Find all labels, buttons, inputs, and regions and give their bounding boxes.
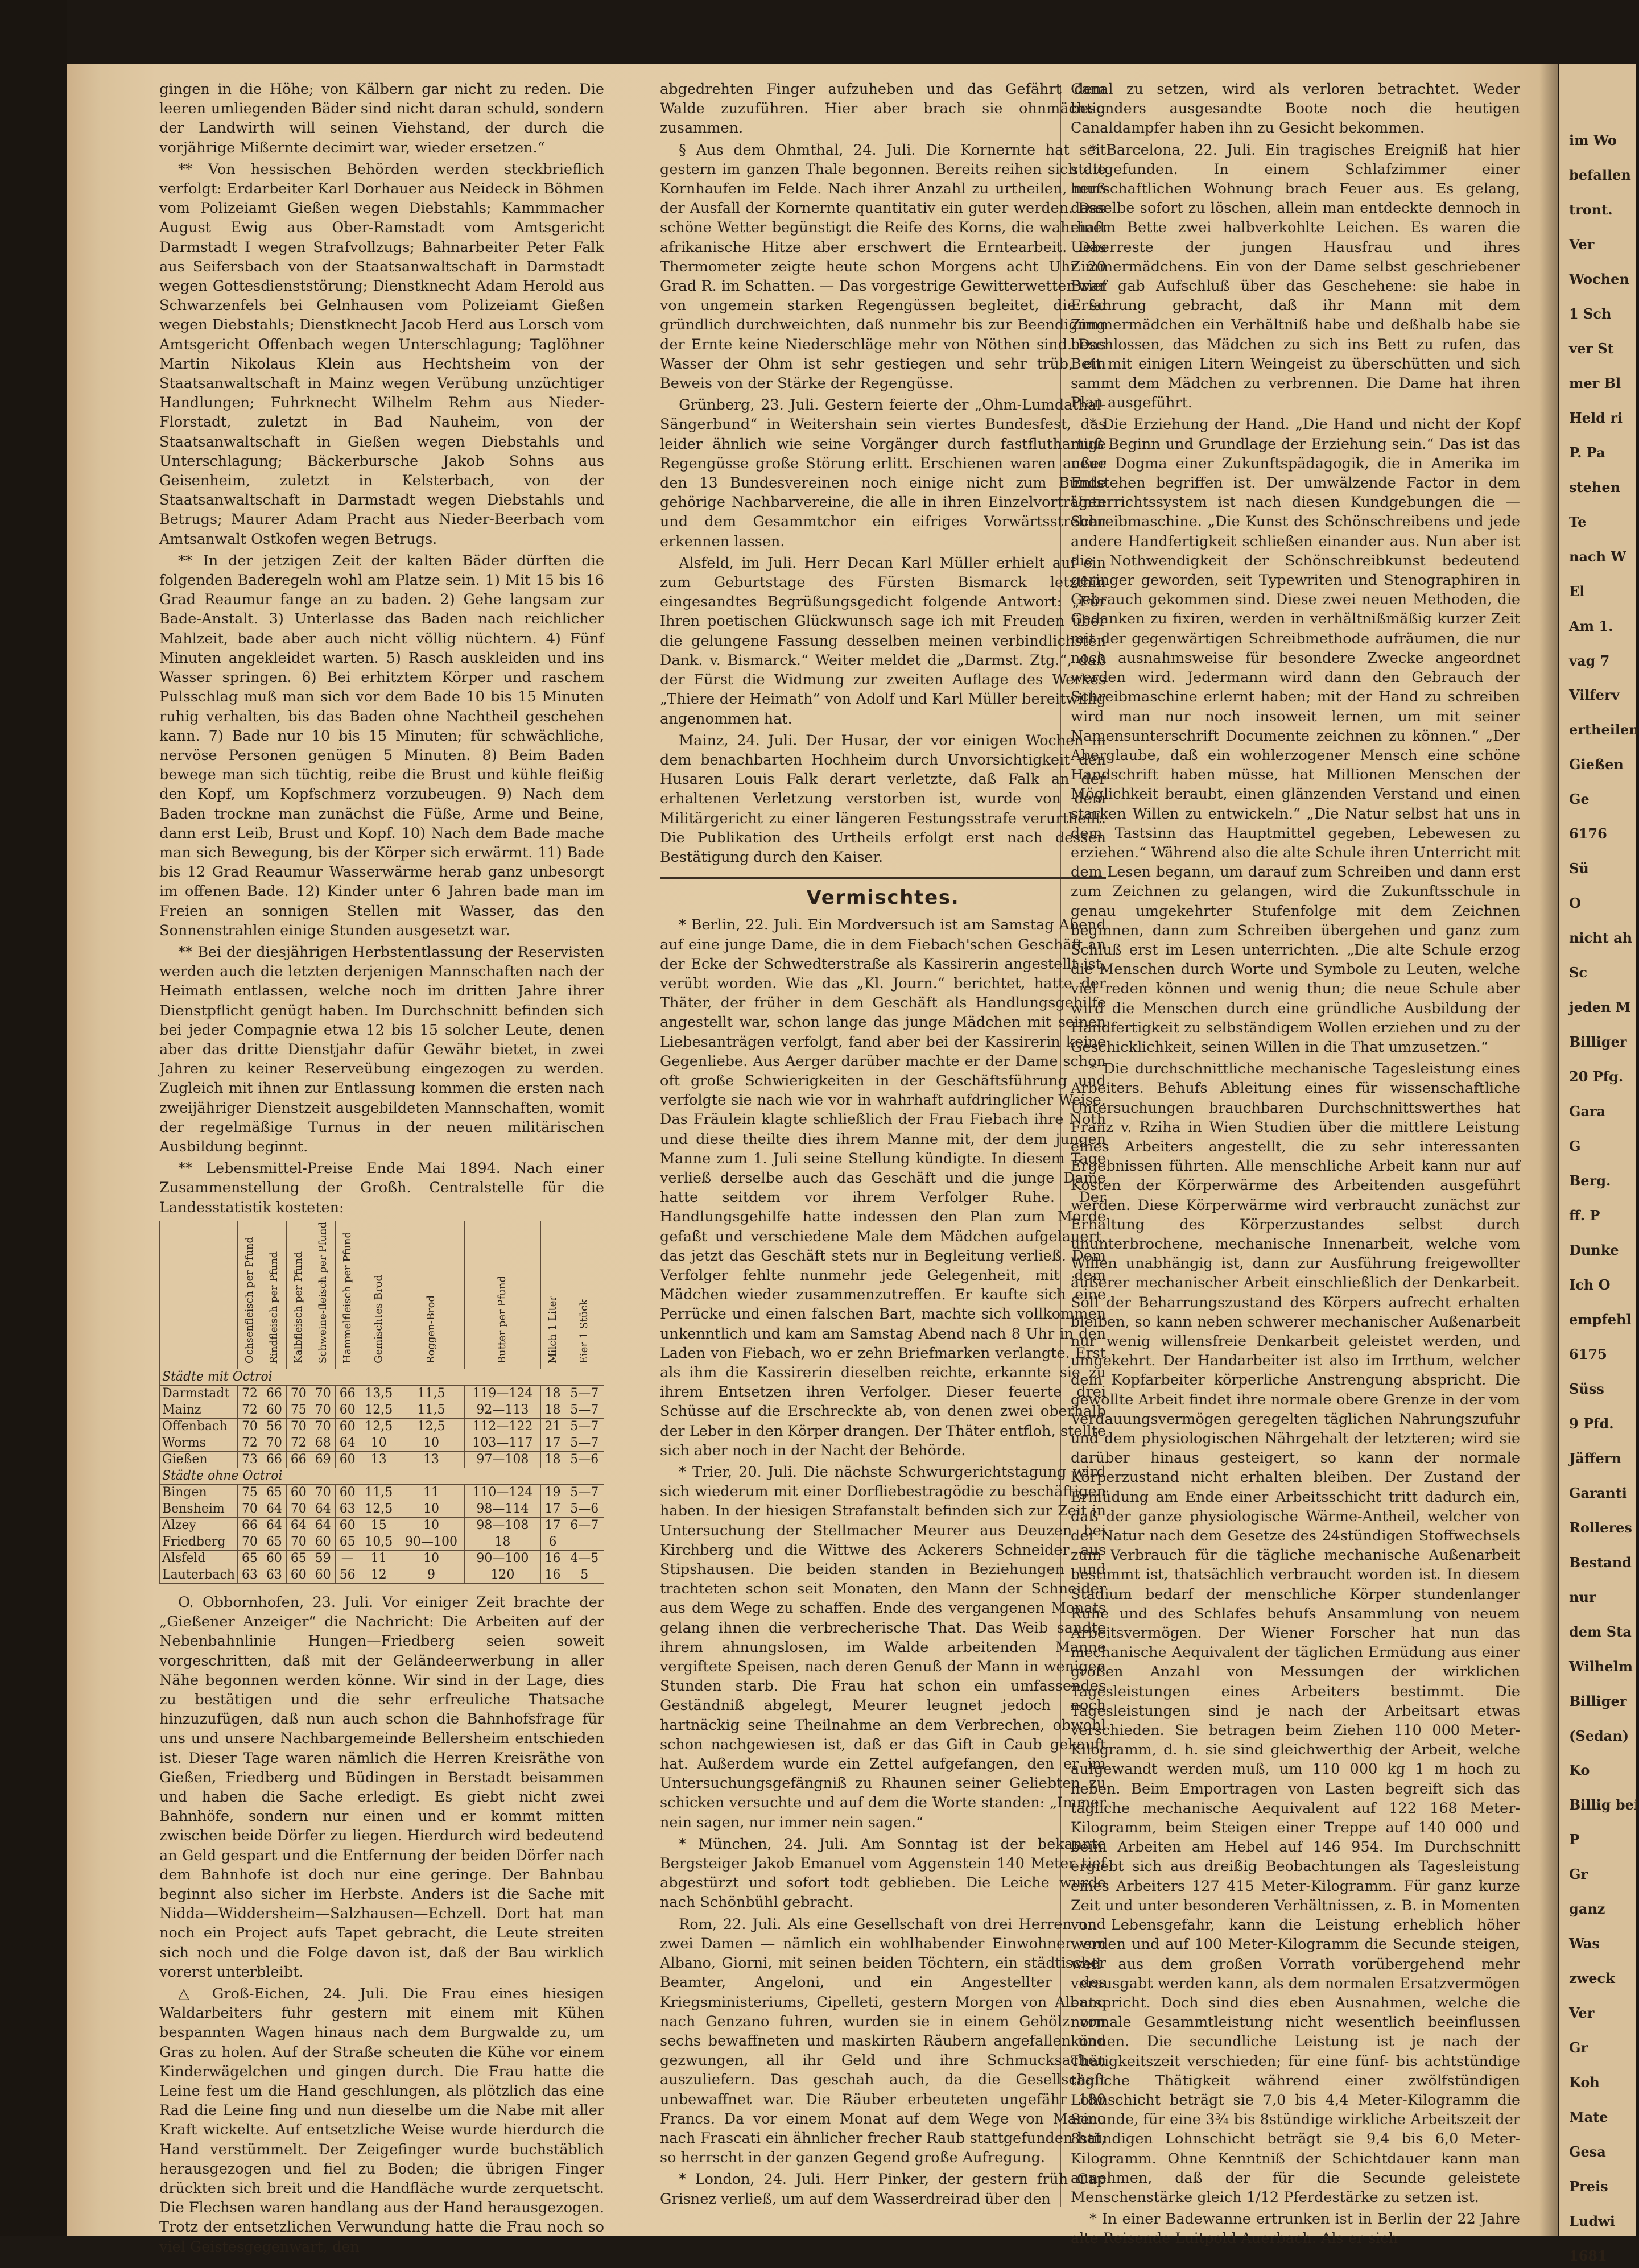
table-cell: 70 — [237, 1418, 262, 1435]
table-header: Gemischtes Brod — [360, 1221, 398, 1369]
article-wanted-persons: ** Von hessischen Behörden werden steckbrieflich verfolgt: Erdarbeiter Karl Dorhauer aus Neideck in Böhmen vom Polizeiamt Gießen wegen Diebstahls; Kammmacher August Ewig aus Ober-Ramstadt vom Amtsgericht Darmstadt I wegen Strafvollzugs; Bahnarbeiter Peter Falk aus Seifersbach von der Staatsanwaltschaft in Darmstadt wegen Gottesdienststörung; Dienstknecht Adam Herold aus Schwarzenfels bei Gelnhausen vom Polizeiamt Gießen wegen Diebstahls; Dienstknecht Jacob Herd aus Lorsch vom Amtsgericht Offenbach wegen Unterschlagung; Taglöhner Martin Nikolaus Klein aus Hechtsheim von der Staatsanwaltschaft in Mainz wegen Verübung unzüchtiger Handlungen; Fuhrknecht Wilhelm Rehm aus Nieder-Florstadt, zuletzt in Bad Nauheim, von der Staatsanwaltschaft in Gießen wegen Diebstahls und Unterschlagung; Bäckerbursche Jakob Sohns aus Geisenheim, zuletzt in Kelsterbach, von der Staatsanwaltschaft in Darmstadt wegen Diebstahls und Betrugs; Maurer Adam Pracht aus Nieder-Beerbach vom Amtsanwalt Ostkofen wegen Betrugs. — [159, 160, 604, 548]
adjacent-page-fragment: P. Pa — [1569, 444, 1605, 461]
table-cell: 66 — [335, 1385, 360, 1402]
adjacent-page-fragment: befallen — [1569, 167, 1631, 183]
table-cell: 5—7 — [565, 1418, 604, 1435]
table-cell: 60 — [311, 1534, 335, 1550]
table-cell: 12,5 — [360, 1501, 398, 1517]
adjacent-page-fragment: jeden M — [1569, 999, 1631, 1015]
adjacent-page-fragment: zweck — [1569, 1970, 1615, 1986]
table-row-place: Alzey — [160, 1517, 238, 1534]
adjacent-page-fragment: El — [1569, 583, 1585, 600]
article-hand-education: * Die Erziehung der Hand. „Die Hand und nicht der Kopf muß Beginn und Grundlage der Erziehung sein.“ Das ist das neue Dogma einer Zukunftspädagogik, die in Amerika im Entstehen begriffen ist. Der umwälzende Factor in dem Unterrichtssystem ist nach diesen Kundgebungen die — Schreibmaschine. „Die Kunst des Schönschreibens und jede andere Handfertigkeit schließen einander aus. Nun aber ist die Nothwendigkeit der Schönschreibkunst bedeutend geringer geworden, seit Typewriten und Stenographiren in Gebrauch gekommen sind. Diese zwei neuen Methoden, die Gedanken zu fixiren, werden in verhältnißmäßig kurzer Zeit mit der gegenwärtigen Schreibmethode aufräumen, die nur noch ausnahmsweise für besondere Zwecke angeordnet werden wird. Jedermann wird dann den Gebrauch der Schreibmaschine erlernt haben; mit der Hand zu schreiben wird man nur noch insoweit lernen, um mit seiner Namensunterschrift Documente zeichnen zu können.“ „Der Aberglaube, daß ein wohlerzogener Mensch eine schöne Handschrift haben müsse, hat Millionen Menschen der Möglichkeit beraubt, einen glänzenden Verstand und einen starken Willen zu entwickeln.“ „Die Natur selbst hat uns in dem Tastsinn das Hauptmittel gegeben, Lebewesen zu erziehen.“ Während also die alte Schule ihren Unterricht mit dem Lesen begann, um darauf zum Schreiben und dann erst zum Zeichnen zu gelangen, wird die Zukunftsschule in genau umgekehrter Stufenfolge mit dem Zeichnen beginnen, dann zum Schreiben übergehen und ganz zum Schluß erst im Lesen unterrichten. „Die alte Schule erzog die Menschen durch Worte und Symbole zu Leuten, welche viel reden können und wenig thun; die neue Schule aber wird die Menschen durch eine gründliche Ausbildung der Handfertigkeit zu selbständigem Wollen erziehen und zu der Geschicklichkeit, seinen Willen in die That umzusetzen.“ — [1071, 416, 1520, 1056]
adjacent-page-fragment: 6175 — [1569, 1346, 1607, 1362]
table-cell: 19 — [540, 1484, 565, 1501]
table-cell: 72 — [237, 1385, 262, 1402]
table-cell: 18 — [465, 1534, 540, 1550]
adjacent-page-fragment: nach W — [1569, 548, 1626, 565]
table-cell: 5—6 — [565, 1501, 604, 1517]
table-cell: 70 — [311, 1402, 335, 1418]
table-cell: 5—7 — [565, 1435, 604, 1451]
table-cell: 60 — [335, 1451, 360, 1468]
table-cell: 70 — [286, 1418, 311, 1435]
table-row-place: Bingen — [160, 1484, 238, 1501]
food-price-table — [159, 1221, 604, 1584]
table-cell: 72 — [237, 1402, 262, 1418]
adjacent-page-fragment: 1 Sch — [1569, 305, 1612, 322]
adjacent-page-fragment: G — [1569, 1138, 1581, 1154]
table-row — [160, 1550, 604, 1567]
article-food-prices: ** Lebensmittel-Preise Ende Mai 1894. Nach einer Zusammenstellung der Großh. Centralstelle für die Landesstatistik kosteten: — [159, 1160, 604, 1216]
table-cell: 10 — [398, 1501, 464, 1517]
adjacent-page-fragment: Wilhelm — [1569, 1658, 1633, 1675]
adjacent-page-fragment: Ludwi — [1569, 2213, 1615, 2229]
table-cell: 17 — [540, 1435, 565, 1451]
table-cell: 12,5 — [398, 1418, 464, 1435]
table-cell: 70 — [237, 1501, 262, 1517]
table-cell: 70 — [262, 1435, 286, 1451]
table-cell: 5—7 — [565, 1385, 604, 1402]
table-row-place: Alsfeld — [160, 1550, 238, 1567]
table-cell: 110—124 — [465, 1484, 540, 1501]
adjacent-page-fragment: Gr — [1569, 1866, 1588, 1882]
table-cell: 65 — [286, 1550, 311, 1567]
adjacent-page-fragment: stehen — [1569, 479, 1621, 495]
table-cell: 5 — [565, 1567, 604, 1583]
table-cell: 13 — [398, 1451, 464, 1468]
table-row-place: Mainz — [160, 1402, 238, 1418]
table-row — [160, 1385, 604, 1402]
table-cell: 11,5 — [398, 1402, 464, 1418]
adjacent-page-fragment: Wochen — [1569, 271, 1629, 287]
table-cell: 9 — [398, 1567, 464, 1583]
table-cell: 75 — [286, 1402, 311, 1418]
table-cell: 12,5 — [360, 1418, 398, 1435]
table-cell: 60 — [311, 1567, 335, 1583]
table-cell: 12,5 — [360, 1402, 398, 1418]
table-header: Hammelfleisch per Pfund — [335, 1221, 360, 1369]
table-cell: 70 — [311, 1418, 335, 1435]
table-cell: 70 — [286, 1385, 311, 1402]
table-cell: 56 — [262, 1418, 286, 1435]
column-2 — [660, 80, 1106, 2212]
table-row — [160, 1517, 604, 1534]
table-row-place: Darmstadt — [160, 1385, 238, 1402]
table-cell: 18 — [540, 1451, 565, 1468]
table-header-place — [160, 1221, 238, 1369]
table-cell: 59 — [311, 1550, 335, 1567]
article-rom: Rom, 22. Juli. Als eine Gesellschaft von drei Herren und zwei Damen — nämlich ein wohlhabender Einwohner von Albano, Giorni, mit seinen beiden Töchtern, ein städtischer Beamter, Angeloni, und ein Angestellter des Kriegsministeriums, Cipelleti, gestern Morgen von Albano nach Genzano fuhren, wurden sie in einem Gehölz von sechs bewaffneten und maskirten Räubern angefallen und gezwungen, all ihr Geld und ihre Schmucksachen auszuliefern. Das geschah auch, da die Gesellschaft unbewaffnet war. Die Räuber erbeuteten ungefähr 180 Francs. Da vor einem Monat auf dem Wege von Marino nach Frascati ein ähnlicher frecher Raub stattgefunden hat, so herrscht in der ganzen Gegend große Aufregung. — [660, 1915, 1106, 2167]
table-cell: 10,5 — [360, 1534, 398, 1550]
article-mainz: Mainz, 24. Juli. Der Husar, der vor einigen Wochen in dem benachbarten Hochheim durch Unvorsichtigkeit den Husaren Louis Falk derart verletzte, daß Falk an der erhaltenen Verletzung verstorben ist, wurde von dem Militärgericht zu einer längeren Festungsstrafe verurtheilt. Die Publikation des Urtheils erfolgt erst nach dessen Bestätigung durch den Kaiser. — [660, 732, 1106, 866]
table-cell: 112—122 — [465, 1418, 540, 1435]
table-cell: 60 — [335, 1402, 360, 1418]
table-row-place: Friedberg — [160, 1534, 238, 1550]
adjacent-page-fragment: 6176 — [1569, 825, 1607, 842]
adjacent-page-fragment: Berg. — [1569, 1172, 1611, 1189]
adjacent-page-fragment: im Wo — [1569, 132, 1617, 148]
adjacent-page-fragment: Held ri — [1569, 410, 1623, 426]
page-fold-shadow — [1539, 64, 1561, 2236]
table-cell: 18 — [540, 1385, 565, 1402]
adjacent-page-fragment: Sü — [1569, 860, 1589, 877]
table-cell: 21 — [540, 1418, 565, 1435]
adjacent-page-fragment: ff. P — [1569, 1207, 1600, 1224]
adjacent-page-fragment: Vilferv — [1569, 687, 1620, 703]
adjacent-page-fragment: ganz — [1569, 1901, 1605, 1917]
table-cell: 120 — [465, 1567, 540, 1583]
adjacent-page-fragment: Preis — [1569, 2178, 1608, 2195]
table-cell: 103—117 — [465, 1435, 540, 1451]
adjacent-page-fragment: Jäffern — [1569, 1450, 1621, 1466]
table-cell: 65 — [262, 1484, 286, 1501]
adjacent-page-fragment: Mate — [1569, 2109, 1608, 2125]
table-cell: 10 — [360, 1435, 398, 1451]
article-obbornhofen: O. Obbornhofen, 23. Juli. Vor einiger Zeit brachte der „Gießener Anzeiger“ die Nachricht: Die Arbeiten auf der Nebenbahnlinie Hungen—Friedberg seien soweit vorgeschritten, daß mit der Geländeerwerbung in aller Nähe begonnen werden könne. Wir sind in der Lage, dies zu bestätigen und die sehr erfreuliche Thatsache hinzuzufügen, daß nun auch schon die Bahnhofsfrage für uns und unsere Nachbargemeinde Bellersheim entschieden ist. Dieser Tage waren nämlich die Herren Kreisräthe von Gießen, Friedberg und Büdingen in Berstadt beisammen und haben die Sache erledigt. Es giebt nicht zwei Bahnhöfe, sondern nur einen und er kommt mitten zwischen beide Dörfer zu liegen. Hierdurch wird bedeutend an Geld gespart und die Entfernung der beiden Dörfer nach dem Bahnhofe ist doch nur eine geringe. Der Bahnbau beginnt also sicher im Herbste. Anders ist die Sache mit Nidda—Widdersheim—Salzhausen—Echzell. Dort hat man noch ein Project aufs Tapet gebracht, die Leute streiten sich noch und die Folge davon ist, daß der Bau wirklich vorerst unterbleibt. — [159, 1593, 604, 1981]
scan-border-top — [0, 0, 1636, 64]
article-muenchen: * München, 24. Juli. Am Sonntag ist der bekannte Bergsteiger Jakob Emanuel vom Aggenstein 140 Meter tief abgestürzt und sofort todt geblieben. Die Leiche wurde nach Schönbühl gebracht. — [660, 1835, 1106, 1911]
table-cell: 70 — [286, 1501, 311, 1517]
adjacent-page-strip — [1559, 64, 1639, 2264]
adjacent-page-fragment: nur — [1569, 1589, 1596, 1605]
column-1 — [159, 80, 604, 2255]
article-trier: * Trier, 20. Juli. Die nächste Schwurgerichtstagung wird sich wiederum mit einer Dorfliebestragödie zu beschäftigen haben. In der hiesigen Strafanstalt befinden sich zur Zeit in Untersuchung der Stellmacher Meurer aus Deuzen bei Kirchberg und die Wittwe des Ackerers Schneider aus Stipshausen. Die beiden standen in Beziehungen und trachteten schon seit Monaten, den Mann der Schneider aus dem Wege zu schaffen. Ende des vergangenen Monats gelang ihnen die verbrecherische That. Das Weib sandte ihrem ahnungslosen, im Walde arbeitenden Manne vergiftete Speisen, nach deren Genuß der Mann in wenigen Stunden starb. Die Frau hat schon ein umfassendes Geständniß abgelegt, Meurer leugnet jedoch noch hartnäckig seine Theilnahme an dem Verbrechen, obwohl schon nachgewiesen ist, daß er das Gift in Caub gekauft hat. Außerdem wurde ein Zettel aufgefangen, den er im Untersuchungsgefängniß zu Rhaunen seiner Geliebten zu schicken versuchte und auf dem die Worte standen: „Immer nein sagen, nur immer nein sagen.“ — [660, 1464, 1106, 1831]
table-header: Kalbfleisch per Pfund — [286, 1221, 311, 1369]
table-cell: 64 — [262, 1501, 286, 1517]
adjacent-page-fragment: Rolleres — [1569, 1519, 1632, 1536]
adjacent-page-fragment: Sc — [1569, 964, 1587, 981]
table-header: Roggen-Brod — [398, 1221, 464, 1369]
table-cell: 69 — [311, 1451, 335, 1468]
table-row — [160, 1484, 604, 1501]
column-3 — [1071, 80, 1520, 2248]
table-cell: 98—108 — [465, 1517, 540, 1534]
table-cell: 5—7 — [565, 1484, 604, 1501]
table-cell: 75 — [237, 1484, 262, 1501]
table-header: Eier 1 Stück — [565, 1221, 604, 1369]
table-cell: 66 — [262, 1385, 286, 1402]
table-row-place: Lauterbach — [160, 1567, 238, 1583]
adjacent-page-fragment: ver St — [1569, 340, 1614, 357]
table-cell: 15 — [360, 1517, 398, 1534]
table-cell: 11 — [360, 1550, 398, 1567]
article-gross-eichen: △ Groß-Eichen, 24. Juli. Die Frau eines hiesigen Waldarbeiters fuhr gestern mit einem mit Kühen bespannten Wagen hinaus nach dem Burgwalde zu, um Gras zu holen. Auf der Straße scheuten die Kühe vor einem Kinderwägelchen und gingen durch. Die Frau hatte die Leine fest um die Hand geschlungen, als plötzlich das eine Rad die Leine fing und nun dieselbe um die Nabe mit aller Kraft wickelte. Auf entsetzliche Weise wurde hierdurch die Hand verstümmelt. Der Zeigefinger wurde buchstäblich herausgezogen und fiel zu Boden; die übrigen Finger drückten sich breit und die Handfläche wurde zerquetscht. Die Flechsen waren handlang aus der Hand herausgezogen. Trotz der entsetzlichen Verwundung hatte die Frau noch so viel Geistesgegenwart, den — [159, 1985, 604, 2255]
table-cell: 66 — [262, 1451, 286, 1468]
adjacent-page-fragment: 1681 — [1569, 2248, 1607, 2264]
table-header: Rindfleisch per Pfund — [262, 1221, 286, 1369]
table-cell: 10 — [398, 1435, 464, 1451]
adjacent-page-fragment: vag 7 — [1569, 652, 1610, 669]
table-cell: 70 — [311, 1385, 335, 1402]
adjacent-page-fragment: Am 1. — [1569, 618, 1613, 634]
adjacent-page-fragment: Ge — [1569, 791, 1590, 807]
adjacent-page-fragment: O — [1569, 895, 1581, 911]
table-row — [160, 1435, 604, 1451]
table-cell: 12 — [360, 1567, 398, 1583]
article-col1-0: gingen in die Höhe; von Kälbern gar nicht zu reden. Die leeren umliegenden Bäder sind nicht daran schuld, sondern der Landwirth will seinen Viehstand, der durch die vorjährige Mißernte decimirt war, wieder ersetzen.“ — [159, 81, 604, 156]
adjacent-page-fragment: Koh — [1569, 2074, 1600, 2091]
article-reservists: ** Bei der diesjährigen Herbstentlassung der Reservisten werden auch die letzten derjenigen Mannschaften nach der Heimath entlassen, welche noch im dritten Jahre ihrer Dienstpflicht genügt haben. Im Durchschnitt befinden sich bei jeder Compagnie etwa 12 bis 15 solcher Leute, denen aber das dritte Dienstjahr dafür Gewähr bietet, in zwei Jahren zu keiner Reserveübung eingezogen zu werden. Zugleich mit ihnen zur Entlassung kommen die ersten nach zweijähriger Dienstzeit ausgebildeten Mannschaften, womit der regelmäßige Turnus in der neuen militärischen Ausbildung beginnt. — [159, 943, 604, 1155]
table-cell: 11,5 — [360, 1484, 398, 1501]
table-cell: 66 — [286, 1451, 311, 1468]
article-bathing-rules: ** In der jetzigen Zeit der kalten Bäder dürften die folgenden Baderegeln wohl am Platze sein. 1) Mit 15 bis 16 Grad Reaumur fange an zu baden. 2) Gehe langsam zur Bade-Anstalt. 3) Unterlasse das Baden nach reichlicher Mahlzeit, bade aber auch nicht völlig nüchtern. 4) Fünf Minuten angekleidet warten. 5) Rasch auskleiden und ins Wasser springen. 6) Bei erhitztem Körper und raschem Pulsschlag muß man sich vor dem Bade 10 bis 15 Minuten ruhig verhalten, bis das Baden ohne Nachtheil geschehen kann. 7) Bade nur 10 bis 15 Minuten; für schwächliche, nervöse Personen genügen 5 Minuten. 8) Beim Baden bewege man sich tüchtig, reibe die Brust und kühle fleißig den Kopf, um Kopfschmerz vorzubeugen. 9) Nach dem Baden trockne man zunächst die Füße, Arme und Beine, dann erst Leib, Brust und Kopf. 10) Nach dem Bade mache man sich Bewegung, bis der Körper sich erwärmt. 11) Bade bis 12 Grad Reaumur Wasserwärme herab ganz unbesorgt im offenen Bade. 12) Kinder unter 6 Jahren bade man im Freien an sonnigen Stellen mit Wasser, das den Sonnenstrahlen einige Stunden ausgesetzt war. — [159, 552, 604, 939]
adjacent-page-fragment: Bestand — [1569, 1554, 1632, 1571]
table-row — [160, 1418, 604, 1435]
article-berlin: * Berlin, 22. Juli. Ein Mordversuch ist am Samstag Abend auf eine junge Dame, die in dem Fiebach'schen Geschäft an der Ecke der Schwedterstraße als Kassirerin angestellt ist, verübt worden. Wie das „Kl. Journ.“ berichtet, hatte der Thäter, der früher in dem Geschäft als Handlungsgehilfe angestellt war, schon lange das junge Mädchen mit seinen Liebesanträgen verfolgt, fand aber bei der Kassirerin keine Gegenliebe. Aus Aerger darüber machte er der Dame schon oft große Schwierigkeiten in der Geschäftsführung und verfolgte sie nach wie vor in wahrhaft aufdringlicher Weise. Das Fräulein klagte schließlich der Frau Fiebach ihre Noth und diese theilte dies ihrem Manne mit, der dem jungen Manne zum 1. Juli seine Stellung kündigte. In diesem Tage verließ derselbe auch das Geschäft und die junge Dame hatte seitdem vor ihrem Verfolger Ruhe. Der Handlungsgehilfe hatte indessen den Plan zum Morde gefaßt und verschiedene Male dem Mädchen aufgelauert, das jetzt das Geschäft stets nur in Begleitung verließ. Dem Verfolger fehlte nunmehr jede Gelegenheit, mit dem Mädchen wieder zusammenzutreffen. Er kaufte sich eine Perrücke und einen falschen Bart, machte sich vollkommen unkenntlich und kam am Samstag Abend nach 8 Uhr in den Laden von Fiebach, wo er zehn Briefmarken verlangte. Erst als ihm die Kassirerin dieselben reichte, erkannte sie zu ihrem Entsetzen ihren Verfolger. Dieser feuerte drei Schüsse auf die Erschreckte ab, von denen zwei oberhalb der Leber in den Körper drangen. Der Thäter entfloh, stellte sich aber noch in der Nacht der Behörde. — [660, 916, 1106, 1459]
adjacent-page-fragment: Te — [1569, 514, 1587, 530]
table-cell: 63 — [262, 1567, 286, 1583]
table-cell: 72 — [286, 1435, 311, 1451]
table-cell: 13 — [360, 1451, 398, 1468]
table-cell: 64 — [262, 1517, 286, 1534]
table-cell: 10 — [398, 1550, 464, 1567]
table-group-label: Städte mit Octroi — [160, 1369, 604, 1385]
table-cell: 4—5 — [565, 1550, 604, 1567]
table-cell: 11,5 — [398, 1385, 464, 1402]
table-cell: 60 — [286, 1484, 311, 1501]
table-cell: 72 — [237, 1435, 262, 1451]
table-cell: — — [335, 1550, 360, 1567]
adjacent-page-fragment: empfehl — [1569, 1311, 1632, 1328]
table-cell: 64 — [311, 1501, 335, 1517]
table-row — [160, 1501, 604, 1517]
table-cell: 10 — [398, 1517, 464, 1534]
table-cell: 6—7 — [565, 1517, 604, 1534]
table-cell: 60 — [335, 1484, 360, 1501]
scan-border-left — [0, 0, 67, 2268]
table-cell: 16 — [540, 1550, 565, 1567]
adjacent-page-fragment: Ver — [1569, 2005, 1595, 2021]
table-cell: 73 — [237, 1451, 262, 1468]
adjacent-page-fragment: Billiger — [1569, 1693, 1627, 1709]
article-london: * London, 24. Juli. Herr Pinker, der gestern früh Cap Grisnez verließ, um auf dem Wasserdreirad über den — [660, 2171, 1106, 2208]
table-cell: 97—108 — [465, 1451, 540, 1468]
table-cell: 98—114 — [465, 1501, 540, 1517]
article-bathtub: * In einer Badewanne ertrunken ist in Berlin der 22 Jahre alte Reisende Luitpold Auerbach. Als er sich — [1071, 2211, 1520, 2248]
table-row-place: Worms — [160, 1435, 238, 1451]
table-header: Ochsenfleisch per Pfund — [237, 1221, 262, 1369]
table-cell: 16 — [540, 1567, 565, 1583]
table-cell — [565, 1534, 604, 1550]
table-cell: 70 — [286, 1534, 311, 1550]
table-cell: 56 — [335, 1567, 360, 1583]
table-cell: 66 — [237, 1517, 262, 1534]
table-cell: 60 — [262, 1402, 286, 1418]
adjacent-page-fragment: Süss — [1569, 1381, 1604, 1397]
article-work-capacity: * Die durchschnittliche mechanische Tagesleistung eines Arbeiters. Behufs Ableitung eines für wissenschaftliche Untersuchungen brauchbaren Durchschnittswerthes hat Franz v. Rziha in Wien Studien über die mittlere Leistung eines Arbeiters angestellt, die zu sehr interessanten Ergebnissen führten. Alle menschliche Arbeit kann nur auf Kosten der Körperwärme des Arbeitenden ausgeführt werden. Diese Körperwärme wird verbraucht zunächst zur Erhaltung des Körperzustandes selbst durch ununterbrochene, mechanische Innenarbeit, welche vom Willen unabhängig ist, dann zur Ausführung freigewollter äußerer mechanischer Arbeit einschließlich der Denkarbeit. Soll der Beharrungszustand des Körpers aufrecht erhalten bleiben, so kann neben schwerer mechanischer Außenarbeit nur wenig willensfreie Denkarbeit geleistet werden, und umgekehrt. Der Handarbeiter ist also im Irrthum, welcher dem Kopfarbeiter körperliche Anstrengung abspricht. Die gewollte Arbeit findet ihre normale obere Grenze in der vom Verdauungsvermögen geregelten täglichen Nahrungszufuhr und dem physiologischen Nährgehalt der letzteren; wird sie darüber hinaus gesteigert, so kann der normale Körperzustand nicht erhalten bleiben. Der Zustand der Ermüdung am Ende einer Arbeitsschicht tritt dadurch ein, daß der ganze physiologische Wärme-Antheil, welcher von der Natur nach dem Gesetze des 24stündigen Stoffwechsels zum Verbrauch für die tägliche mechanische Außenarbeit bestimmt ist, thatsächlich verbraucht worden ist. In diesem Stadium bedarf der menschliche Körper stundenlanger Ruhe und des Schlafes behufs Ansammlung von neuem Arbeitsvermögen. Der Wiener Forscher hat nun das mechanische Aequivalent der täglichen Ermüdung aus einer großen Anzahl von Messungen der wirklichen Tagesleistungen eines Arbeiters bestimmt. Die Tagesleistungen sind je nach der Arbeitsart etwas verschieden. Sie betragen beim Ziehen 110 000 Meter-Kilogramm, d. h. sie sind gleichwerthig der Arbeit, welche aufgewandt werden muß, um 110 000 kg 1 m hoch zu heben. Beim Emportragen von Lasten begreift sich das tägliche mechanische Aequivalent auf 122 168 Meter-Kilogramm, beim Steigen einer Treppe auf 140 000 und beim Arbeiten am Hebel auf 146 954. Im Durchschnitt ergiebt sich aus dreißig Beobachtungen als Tagesleistung eines Arbeiters 127 415 Meter-Kilogramm. Für ganz kurze Zeit und unter besonderen Verhältnissen, z. B. in Momenten von Lebensgefahr, kann die Leistung erheblich höher werden und auf 100 Meter-Kilogramm die Secunde steigen, weil aus dem großen Vorrath vorübergehend mehr verausgabt werden kann, als dem normalen Ersatzvermögen entspricht. Doch sind dies eben Ausnahmen, welche die normale Gesammtleistung nicht wesentlich beeinflussen können. Die secundliche Leistung ist je nach der Thätigkeitszeit verschieden; für eine fünf- bis achtstündige tägliche Thätigkeit während einer zwölfstündigen Lohnschicht beträgt sie 7,0 bis 4,4 Meter-Kilogramm die Secunde, für eine 3¾ bis 8stündige wirkliche Arbeitszeit der 8stündigen Lohnschicht beträgt sie 9,4 bis 6,0 Meter-Kilogramm. Ohne Kenntniß der Schichtdauer kann man annehmen, daß der für die Secunde geleistete Menschenstärke gleich 1/12 Pferdestärke zu setzen ist. — [1071, 1060, 1520, 2206]
table-cell: 5—7 — [565, 1402, 604, 1418]
table-row-place: Gießen — [160, 1451, 238, 1468]
table-cell: 90—100 — [465, 1550, 540, 1567]
table-cell: 68 — [311, 1435, 335, 1451]
table-cell: 64 — [311, 1517, 335, 1534]
table-cell: 17 — [540, 1501, 565, 1517]
adjacent-page-fragment: P — [1569, 1831, 1580, 1848]
table-cell: 13,5 — [360, 1385, 398, 1402]
table-row — [160, 1567, 604, 1583]
binding-gutter — [67, 64, 101, 2236]
table-row — [160, 1451, 604, 1468]
article-ohmthal: § Aus dem Ohmthal, 24. Juli. Die Kornernte hat seit gestern im ganzen Thale begonnen. Bereits reihen sich die Kornhaufen im Felde. Nach ihrer Anzahl zu urtheilen, muß der Ausfall der Kornernte quantitativ ein guter werden. Das schöne Wetter begünstigt die Reife des Korns, die wahrhaft afrikanische Hitze aber erschwert die Erntearbeit. Das Thermometer zeigte heute schon Morgens acht Uhr 20 Grad R. im Schatten. — Das vorgestrige Gewitterwetter war von ungemein starken Regengüssen begleitet, die so gründlich durchweichten, daß nunmehr bis zur Beendigung der Ernte keine Niederschläge mehr von Nöthen sind. Das Wasser der Ohm ist sehr gestiegen und sehr trüb, ein Beweis von der Stärke der Regengüsse. — [660, 141, 1106, 393]
table-row — [160, 1402, 604, 1418]
adjacent-page-fragment: Ver — [1569, 236, 1595, 253]
table-row-place: Offenbach — [160, 1418, 238, 1435]
table-cell: 90—100 — [398, 1534, 464, 1550]
adjacent-page-fragment: Ko — [1569, 1762, 1590, 1778]
adjacent-page-fragment: Gesa — [1569, 2143, 1606, 2160]
table-cell: 119—124 — [465, 1385, 540, 1402]
table-cell: 60 — [335, 1418, 360, 1435]
table-cell: 63 — [237, 1567, 262, 1583]
table-cell: 5—6 — [565, 1451, 604, 1468]
article-barcelona: * Barcelona, 22. Juli. Ein tragisches Ereigniß hat hier stattgefunden. In einem Schlafzimmer einer herrschaftlichen Wohnung brach Feuer aus. Es gelang, dasselbe sofort zu löschen, allein man entdeckte dennoch in einem Bette zwei halbverkohlte Leichen. Es waren die Ueberreste der jungen Hausfrau und ihres Zimmermädchens. Ein von der Dame selbst geschriebener Brief gab Aufschluß über das Geschehene: sie habe in Erfahrung gebracht, daß ihr Mann mit dem Zimmermädchen ein Verhältniß habe und deßhalb habe sie beschlossen, das Mädchen zu sich ins Bett zu rufen, das Bett mit einigen Litern Weingeist zu überschütten und sich sammt dem Mädchen zu verbrennen. Die Dame hat ihren Plan ausgeführt. — [1071, 141, 1520, 412]
adjacent-page-fragment: 9 Pfd. — [1569, 1415, 1614, 1432]
table-header: Butter per Pfund — [465, 1221, 540, 1369]
table-cell: 92—113 — [465, 1402, 540, 1418]
table-header: Schweine-fleisch per Pfund — [311, 1221, 335, 1369]
table-cell: 60 — [262, 1550, 286, 1567]
table-cell: 18 — [540, 1402, 565, 1418]
adjacent-page-fragment: Was — [1569, 1935, 1600, 1952]
adjacent-page-fragment: dem Sta — [1569, 1623, 1632, 1640]
table-header: Milch 1 Liter — [540, 1221, 565, 1369]
table-cell: 63 — [335, 1501, 360, 1517]
table-cell: 60 — [335, 1517, 360, 1534]
adjacent-page-fragment: tront. — [1569, 201, 1613, 218]
adjacent-page-fragment: Dunke — [1569, 1242, 1619, 1258]
section-title-vermischtes: Vermischtes. — [660, 877, 1106, 907]
article-gruenberg: Grünberg, 23. Juli. Gestern feierte der „Ohm-Lumdathal-Sängerbund“ in Weitershain sein viertes Bundesfest, das leider ähnlich wie seine Vorgänger durch fastfluthartige Regengüsse große Störung erlitt. Erschienen waren außer den 13 Bundesvereinen noch einige nicht zum Bunde gehörige Nachbarvereine, die alle in ihren Einzelvorträgen und dem Gesammtchor ein eifriges Vorwärtsstreben erkennen lassen. — [660, 396, 1106, 550]
table-cell: 11 — [398, 1484, 464, 1501]
article-alsfeld: Alsfeld, im Juli. Herr Decan Karl Müller erhielt auf ein zum Geburtstage des Fürsten Bismarck letzthin eingesandtes Begrüßungsgedicht folgende Antwort: „Für Ihren poetischen Glückwunsch sage ich mit Freuden über die gelungene Fassung desselben meinen verbindlichsten Dank. v. Bismarck.“ Weiter meldet die „Darmst. Ztg.“, daß der Fürst die Widmung zur zweiten Auflage des Werkes „Thiere der Heimath“ von Adolf und Karl Müller bereitwillig angenommen hat. — [660, 554, 1106, 728]
adjacent-page-fragment: Gara — [1569, 1103, 1606, 1119]
table-cell: 64 — [335, 1435, 360, 1451]
adjacent-page-fragment: (Sedan) — [1569, 1728, 1629, 1744]
adjacent-page-fragment: Billig bei — [1569, 1796, 1639, 1813]
table-cell: 17 — [540, 1517, 565, 1534]
table-header-row — [160, 1221, 604, 1369]
table-cell: 65 — [262, 1534, 286, 1550]
adjacent-page-fragment: Ich O — [1569, 1276, 1611, 1293]
table-cell: 64 — [286, 1517, 311, 1534]
table-group-label: Städte ohne Octroi — [160, 1468, 604, 1484]
table-row-place: Bensheim — [160, 1501, 238, 1517]
adjacent-page-fragment: 20 Pfg. — [1569, 1068, 1624, 1085]
table-row — [160, 1534, 604, 1550]
adjacent-page-fragment: Gr — [1569, 2039, 1588, 2056]
article-col3-0: Canal zu setzen, wird als verloren betrachtet. Weder besonders ausgesandte Boote noch die heutigen Canaldampfer haben ihn zu Gesicht bekommen. — [1071, 81, 1520, 137]
table-group-row — [160, 1369, 604, 1385]
table-cell: 65 — [237, 1550, 262, 1567]
table-cell: 70 — [311, 1484, 335, 1501]
table-cell: 6 — [540, 1534, 565, 1550]
adjacent-page-fragment: ertheilen — [1569, 721, 1639, 738]
table-cell: 65 — [335, 1534, 360, 1550]
adjacent-page-fragment: Garanti — [1569, 1485, 1627, 1501]
article-col2-0: abgedrehten Finger aufzuheben und das Gefährt dem Walde zuzuführen. Hier aber brach sie ohnmächtig zusammen. — [660, 81, 1106, 137]
table-cell: 60 — [286, 1567, 311, 1583]
table-cell: 70 — [237, 1534, 262, 1550]
adjacent-page-fragment: Gießen — [1569, 756, 1624, 772]
table-group-row — [160, 1468, 604, 1484]
adjacent-page-fragment: mer Bl — [1569, 375, 1621, 391]
adjacent-page-fragment: nicht ah — [1569, 929, 1633, 946]
adjacent-page-fragment: Billiger — [1569, 1034, 1627, 1050]
